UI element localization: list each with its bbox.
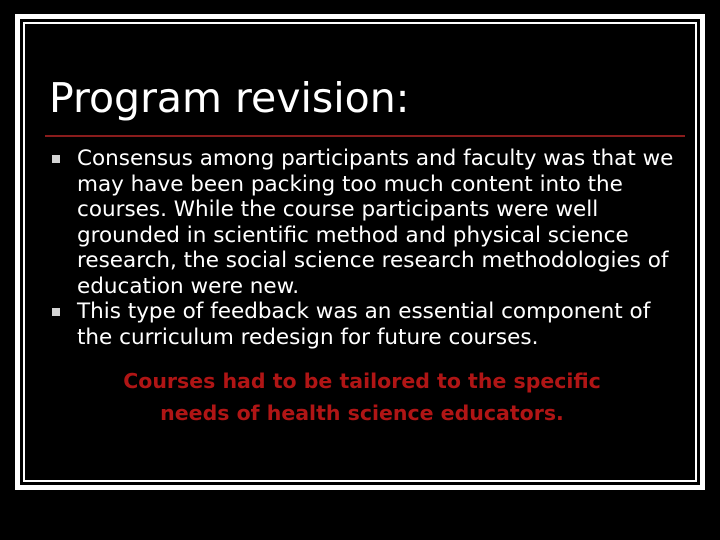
emphasis-line: Courses had to be tailored to the specific (123, 369, 601, 393)
bullet-text: Consensus among participants and faculty was that we may have been packing too much content into the courses. While the course participants were well grounded in scientific method and physical science research, the social science research methodologies of education were new. (77, 146, 674, 299)
bullet-list (0, 146, 720, 350)
emphasis-statement (62, 365, 662, 429)
title-divider (45, 135, 685, 137)
bullet-item (0, 146, 677, 299)
bullet-text: This type of feedback was an essential component of the curriculum redesign for future courses. (77, 299, 651, 350)
bullet-item (0, 299, 677, 350)
slide-title: Program revision: (49, 74, 410, 122)
emphasis-line: needs of health science educators. (160, 401, 564, 425)
square-bullet-icon (52, 308, 60, 316)
square-bullet-icon (52, 155, 60, 163)
